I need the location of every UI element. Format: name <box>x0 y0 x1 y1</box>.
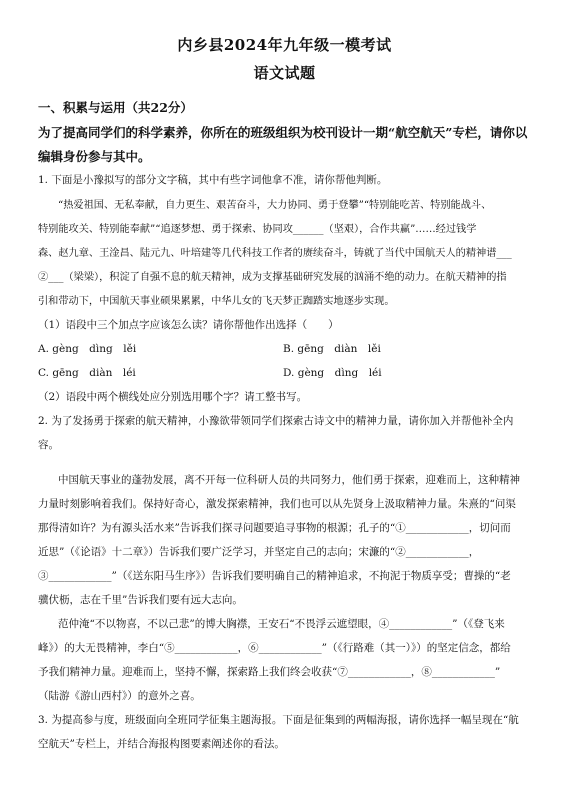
q1-sub-question-1: （1）语段中三个加点字应该怎么读？请你帮他作出选择（ ） <box>38 319 339 331</box>
section-heading: 一、积累与运用（共22分） <box>38 100 193 115</box>
q1-sub-question-2: （2）语段中两个横线处应分别选用哪个字？请工整书写。 <box>38 391 308 403</box>
section-intro-line-2: 编辑身份参与其中。 <box>38 149 151 164</box>
q1-passage-line-5: 引和带动下，中国航天事业硕果累累，中华儿女的飞天梦正踟踏实地逐步实现。 <box>38 296 395 307</box>
q1-stem: 1. 下面是小豫拟写的部分文字稿，其中有些字词他拿不准，请你帮他判断。 <box>38 174 388 186</box>
q1-option-b: B. gēng diàn lěi <box>283 343 381 355</box>
q2-para1-line-3: 那得清如许？为有源头活水来”告诉我们探寻问题要追寻事物的根源；孔子的“①____________，切问而 <box>38 522 511 534</box>
q1-option-a: A. gèng dìng lěi <box>38 343 137 355</box>
q1-option-d: D. gèng dìng léi <box>283 367 382 379</box>
exam-subtitle: 语文试题 <box>253 64 316 82</box>
q2-stem-line-1: 2. 为了发扬勇于探索的航天精神，小豫欲带领同学们探索古诗文中的精神力量，请你加入并帮他补全内 <box>38 415 514 427</box>
q1-passage-line-4: ②___（梁梁），积淀了自强不息的航天精神，成为支撑基础研究发展的汹涌不绝的动力。在航天精神的指 <box>38 272 507 283</box>
q2-para1-line-5: ③____________”（《送东阳马生序》）告诉我们要明确自己的精神追求，不拘泥于物质享受；曹操的“老 <box>38 570 511 582</box>
q2-stem-line-2: 容。 <box>38 439 59 451</box>
exam-title: 内乡县2024年九年级一模考试 <box>177 36 392 54</box>
q3-stem-line-2: 空航天”专栏上，并结合海报构图要素阐述你的看法。 <box>38 738 285 750</box>
q1-passage-line-2: 特别能攻关、特别能奉献”“追逐梦想、勇于探索、协同攻______（坚艰），合作共赢”……经过钱学 <box>38 224 477 235</box>
section-intro-line-1: 为了提高同学们的科学素养，你所在的班级组织为校刊设计一期“航空航天”专栏，请你以 <box>38 125 528 140</box>
q2-para1-line-1: 中国航天事业的蓬勃发展，离不开每一位科研人员的共同努力，他们勇于探索，迎难而上，这种精神 <box>58 474 520 486</box>
q1-passage-line-1: “热爱祖国、无私奉献，自力更生、艰苦奋斗，大力协同、勇于登攀”“特别能吃苦、特别能战斗、 <box>58 200 492 211</box>
q2-para2-line-2: 峰》）的大无畏精神，李白“⑤____________，⑥____________”（《行路难（其一）》）的坚定信念，都给 <box>38 642 511 654</box>
q2-para2-line-4: （陆游《游山西村》）的意外之喜。 <box>38 690 201 702</box>
q2-para1-line-6: 骥伏枥，志在千里”告诉我们要有远大志向。 <box>38 594 243 606</box>
q2-para2-line-1: 范仲淹“不以物喜，不以己悲”的博大胸襟，王安石“不畏浮云遮望眼，④____________”（《登飞来 <box>58 618 505 630</box>
q2-para2-line-3: 予我们精神力量。迎难而上，坚持不懈，探索路上我们终会收获“⑦____________，⑧____________” <box>38 666 501 678</box>
q1-passage-line-3: 森、赵九章、王淦昌、陆元九、叶培建等几代科技工作者的赓续奋斗，铸就了当代中国航天人的精神谱___ <box>38 248 512 259</box>
q1-option-c: C. gēng diàn léi <box>38 367 136 379</box>
q2-para1-line-4: 近思”（《论语》十二章》）告诉我们要广泛学习，并坚定自己的志向；宋濂的“②____________， <box>38 546 480 558</box>
q2-para1-line-2: 力量时刻影响着我们。保持好奇心，激发探索精神，我们也可以从先贤身上汲取精神力量。朱熹的“问渠 <box>38 498 516 510</box>
q3-stem-line-1: 3. 为提高参与度，班级面向全班同学征集主题海报。下面是征集到的两幅海报，请你选择一幅呈现在“航 <box>38 714 519 726</box>
